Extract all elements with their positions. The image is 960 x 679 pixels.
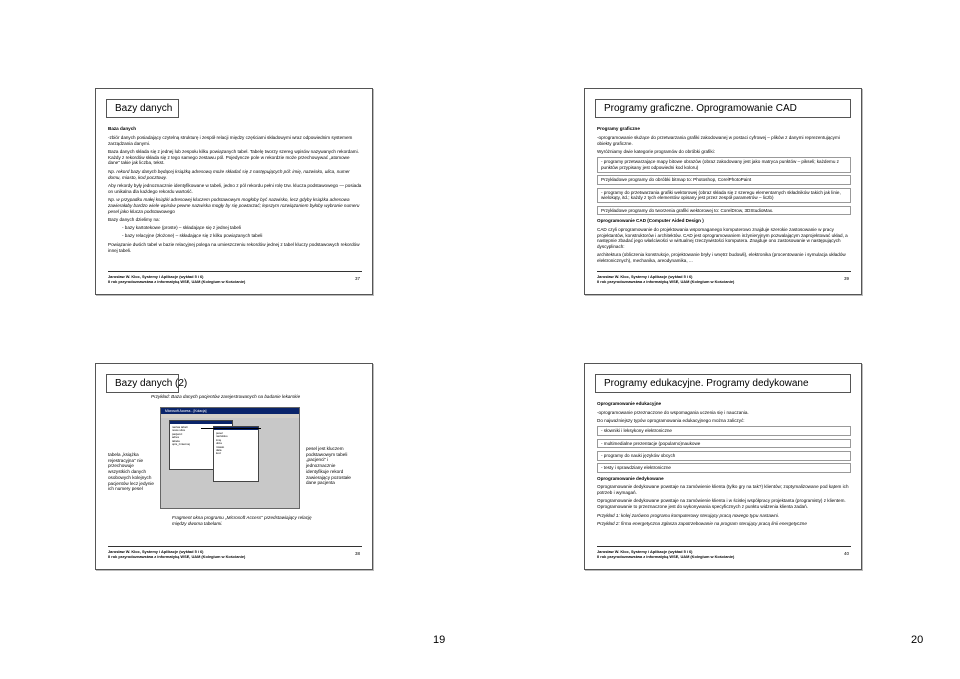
paragraph: -oprogramowanie służące do przetwarzania grafiki zakodowanej w postaci cyfrowej – plików z danymi reprezentującymi obiekty graficzne. (597, 134, 840, 146)
slide-number: 38 (354, 551, 360, 556)
paragraph: Do najważniejszy typów oprogramowania edukacyjnego można zaliczyć: (597, 418, 745, 424)
paragraph: Np. w przypadku małej książki adresowej kluczem podstawowym mogłoby być nazwisko, lecz gdyby książka adresowa zawierałaby bardzo wiele wpisów pewne nazwiska mogły by się powtarzać; lepszym rozwiązaniem byłoby wybranie numeru pesel jako klucza podstawowego (108, 196, 360, 214)
slide-heading: Baza danych (108, 126, 137, 131)
list-item: tabela (172, 438, 180, 443)
access-screenshot (160, 407, 300, 509)
paragraph: CAD czyli oprogramowanie do projektowania wspomaganego komputerowo znajduje szerokie zastosowanie w pracy projektantów, konstruktorów i architektów. CAD jest oprogramowaniem inżynieryjnym pozwalającym zaprojektować układ, a następnie zbadać jego właściwości w wirtualnej rzeczywistości komputera. Znajduje ono zastosowanie w następujących dyscyplinach: (597, 226, 848, 250)
slide-heading: Oprogramowanie CAD (Computer Aided Design ) (597, 217, 704, 223)
paragraph: Przykład 2: firma energetyczna zgłasza zapotrzebowanie na program sterujący pracą linii energetyczne (597, 520, 807, 526)
paragraph: Baza danych składa się z jednej lub zespołu kilku powiązanych tabel. Tabelę tworzy szereg wpisów nazywanych rekordami. Każdy z rekordów składa się z tego samego zestawu pól. Pojedyncze pole w rekordzie może przechowywać „atomowe dane" takie jak liczba, tekst. (108, 148, 359, 166)
slide-heading: Programy graficzne (597, 126, 640, 131)
paragraph: Oprogramowanie dedykowane powstaje na zamówienie klienta (tylko gry na tak?) klientów; zoptymalizowane pod kątem ich potrzeb i wymagań. (597, 484, 849, 496)
screen-titlebar: Microsoft Access - [Kolacja] (161, 408, 299, 414)
paragraph: Wyróżniamy dwie kategorie programów do obróbki grafiki: (597, 148, 715, 154)
relation-line (201, 428, 261, 429)
list-item: - programy do nauki języków obcych (597, 451, 851, 461)
slide-body (597, 401, 851, 529)
list-item: miasto (216, 444, 225, 449)
slide-title: Programy graficzne. Oprogramowanie CAD (595, 99, 851, 118)
page-number-right: 20 (911, 634, 924, 646)
footer-line: Jarosław W. Kloc, Systemy i Aplikacje (wykład 5 i 6) (108, 549, 204, 554)
slide-heading: Oprogramowanie edukacyjne (597, 401, 662, 406)
slide-body (597, 126, 851, 267)
footer-line: II rok przyrodoznawstwa z informatyką WSE, UAM (Kolegium w Kościanie) (597, 554, 735, 559)
list-item: ulica (216, 441, 222, 446)
slide-heading: Oprogramowanie dedykowane (597, 475, 664, 481)
paragraph: -oprogramowanie przeznaczone do wspomagania uczenia się i nauczania. (597, 409, 749, 415)
footer-line: Jarosław W. Kloc, Systemy i Aplikacje (wykład 5 i 6) (597, 274, 693, 279)
slide-title: Bazy danych (2) (106, 374, 179, 393)
slide-footer (597, 271, 851, 284)
list-item: - testy i sprawdziany elektroniczne (597, 463, 851, 473)
list-item: nazwa tabeli (172, 425, 188, 429)
screen-menu (161, 414, 299, 418)
paragraph: Np. rekord bazy danych będącej książką adresową może składać się z następujących pól: imię, nazwisko, ulica, numer domu, miasto, kod pocztowy. (108, 168, 350, 180)
paragraph: - bazy relacyjne (złożone) – składające się z kilku powiązanych tabeli (122, 233, 263, 239)
paragraph: Aby rekordy były jednoznacznie identyfikowane w tabeli, jedno z pól rekordu pełni rolę tzw. klucza podstawowego — posiada on unikalna dla każdego rekordu wartość. (108, 182, 362, 194)
footer-line: Jarosław W. Kloc, Systemy i Aplikacje (wykład 5 i 6) (108, 274, 204, 279)
paragraph: Przykładowe programy do obróbki bitmap to: Photoshop, CorelPhotoPaint (597, 175, 851, 185)
paragraph: - programy przetwarzające mapy bitowe obrazów (obraz zakodowany jest jako matryca punktów – pikseli; każdemu z punktów przypisany jest odpowiedni kod koloru) (597, 157, 851, 173)
list-item: pacjenci (172, 431, 183, 436)
list-item: pesel (216, 431, 223, 435)
paragraph: -zbiór danych posiadający czytelną strukturę i zespół relacji między częściami składowymi wraz odpowiednim systemem zarządzania danymi. (108, 134, 353, 146)
list-item: kod (216, 451, 221, 456)
slide-39 (584, 88, 862, 295)
slide-number: 40 (843, 551, 849, 556)
footer-line: II rok przyrodoznawstwa z informatyką WSE, UAM (Kolegium w Kościanie) (108, 554, 246, 559)
paragraph: Powiązanie dwóch tabel w bazie relacyjnej polega na umieszczeniu rekordów jednej z tabel kluczy podstawowych rekordów innej tabeli. (108, 241, 360, 253)
slide-title: Programy edukacyjne. Programy dedykowane (595, 374, 851, 393)
slide-38 (95, 363, 373, 570)
paragraph: Bazy danych dzielimy na: (108, 216, 160, 222)
slide-number: 37 (354, 276, 360, 281)
footer-line: Jarosław W. Kloc, Systemy i Aplikacje (wykład 5 i 6) (597, 549, 693, 554)
list-item: adres (172, 435, 179, 440)
table-box-2 (213, 426, 259, 482)
footer-line: II rok przyrodoznawstwa z informatyką WSE, UAM (Kolegium w Kościanie) (108, 279, 246, 284)
paragraph: - bazy kartotekowe (proste) – składające się z jednej tabeli (122, 225, 241, 231)
list-item: imię (216, 437, 222, 442)
list-item: data (216, 448, 222, 453)
slide-footer (597, 546, 851, 559)
slide-37 (95, 88, 373, 295)
slide-number: 39 (843, 276, 849, 281)
paragraph: architektura (obliczenia konstrukcje, projektowanie bryły i wnętrz budowli), elektronika (procentowanie i symulacja układów elektronicznych), mechanika, areodynamika, ... (597, 252, 846, 264)
paragraph: Przykładowe programy do tworzenia grafiki wektorowej to: CorelDrow, 3DStudioMax. (597, 206, 851, 216)
slide-footer (108, 546, 362, 559)
paragraph: Przykład 1: kolej zarówno programu komputerowy sterujący pracą nowego typu nastawni. (597, 512, 780, 518)
right-note: pesel jest kluczem podstawowym tabeli „pacjenci" i jednoznacznie identyfikuje rekord zawierający pozostałe dane pacjenta (306, 446, 351, 486)
footer-line: II rok przyrodoznawstwa z informatyką WSE, UAM (Kolegium w Kościanie) (597, 279, 735, 284)
figure-caption-top: Przykład: Baza danych pacjentów zarejestrowanych na badanie lekarskie (151, 394, 301, 399)
slide-footer (108, 271, 362, 284)
list-item: - multimedialne prezentacje (popularno)naukowe (597, 439, 851, 449)
paragraph: Oprogramowanie dedykowane powstaje na zamówienie klienta i w ścisłej współpracy projektanta (programisty) z klientem. Oprogramowanie to przeznaczone jest do wykonywania specyficznych z punktu widzenia klienta zadań. (597, 498, 846, 510)
list-item: opis_zmiennej (172, 442, 190, 447)
slide-body (108, 126, 362, 256)
paragraph: - programy do przetwarzania grafiki wektorowej (obraz składa się z szeregu elementarnych składników takich jak linie, wielokąty, itd.; każdy z tych elementów opisany jest przez zespół parametrów – liczb) (597, 188, 851, 204)
figure-caption-bottom: Fragment okna programu „Microsoft Access" przedstawiający relację między dwoma tabelami. (172, 515, 312, 526)
slide-title: Bazy danych (106, 99, 179, 118)
page-number-left: 19 (433, 634, 446, 646)
left-note: tabela „książka rejestracyjna" nie przechowuje wszystkich danych osobowych kolejnych pacjentów lecz jedynie ich numery pesel (108, 452, 154, 492)
list-item: nowe ulice (172, 428, 186, 433)
list-item: nazwisko (216, 434, 228, 439)
list-item: - słowniki i leksykony elektroniczne (597, 426, 851, 436)
slide-40 (584, 363, 862, 570)
